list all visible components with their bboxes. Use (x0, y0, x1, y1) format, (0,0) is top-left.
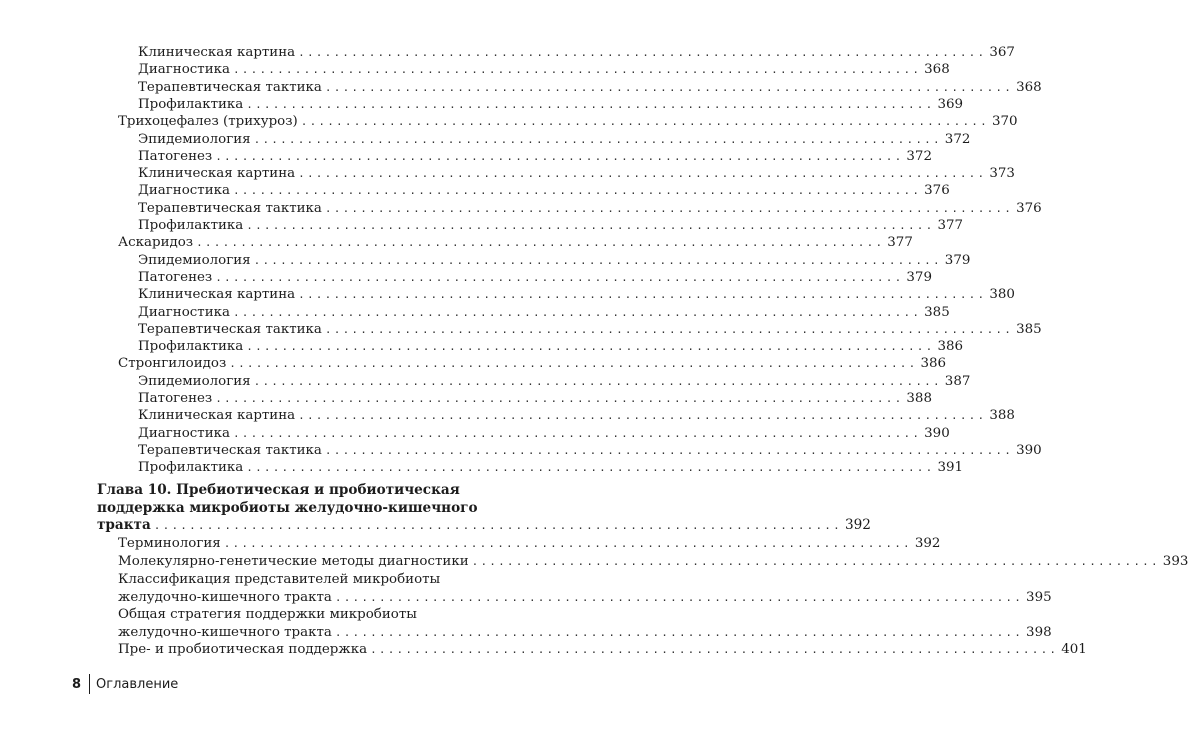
page-number: 8 (72, 676, 82, 692)
toc-section-heading: Аскаридоз .............................................................................. 377 (118, 235, 913, 251)
footer-divider (89, 674, 90, 694)
toc-entry: Диагностика .............................................................................. 390 (138, 425, 950, 441)
toc-entry: Эпидемиология .............................................................................. 372 (138, 131, 971, 147)
toc-entry-first-line: Классификация представителей микробиоты (118, 572, 441, 587)
toc-entry: Терапевтическая тактика .............................................................................. 368 (138, 79, 1042, 95)
toc-entry: Терминология .............................................................................. 392 (118, 536, 941, 551)
chapter-title-line: поддержка микробиоты желудочно-кишечного (97, 499, 478, 516)
toc-section-heading: Трихоцефалез (трихуроз) .............................................................................. 370 (118, 114, 1018, 130)
toc-entry: Эпидемиология .............................................................................. 379 (138, 252, 971, 268)
toc-entry: Пре- и пробиотическая поддержка .............................................................................. 401 (118, 642, 1087, 657)
toc-entry: Патогенез .............................................................................. 388 (138, 391, 932, 406)
toc-entry: Терапевтическая тактика .............................................................................. 385 (138, 321, 1042, 337)
toc-entry: Терапевтическая тактика .............................................................................. 376 (138, 200, 1042, 216)
toc-entry: желудочно-кишечного тракта .............................................................................. 395 (118, 590, 1052, 605)
toc-entry: Профилактика .............................................................................. 369 (138, 96, 963, 112)
toc-entry: Терапевтическая тактика .............................................................................. 390 (138, 442, 1042, 458)
toc-entry: Профилактика .............................................................................. 391 (138, 460, 963, 476)
section-title: Оглавление (96, 676, 179, 692)
toc-entry: Клиническая картина .............................................................................. 367 (138, 45, 1015, 60)
toc-section-heading: Стронгилоидоз .............................................................................. 386 (118, 356, 946, 372)
toc-entry: Профилактика .............................................................................. 386 (138, 339, 963, 355)
chapter-title-line: Глава 10. Пребиотическая и пробиотическая (97, 482, 460, 498)
toc-entry: Молекулярно-генетические методы диагностики .............................................................................. 393 (118, 554, 1188, 569)
toc-entry: Клиническая картина .............................................................................. 380 (138, 287, 1015, 303)
toc-entry: Клиническая картина .............................................................................. 373 (138, 166, 1015, 182)
toc-entry: Эпидемиология .............................................................................. 387 (138, 373, 971, 389)
toc-entry: Патогенез .............................................................................. 372 (138, 148, 932, 164)
toc-entry: Клиническая картина .............................................................................. 388 (138, 408, 1015, 424)
page-footer (72, 674, 178, 694)
toc-entry: Диагностика .............................................................................. 385 (138, 304, 950, 320)
toc-entry: Патогенез .............................................................................. 379 (138, 269, 932, 285)
chapter-title-last-line: тракта .............................................................................. 392 (97, 517, 871, 533)
toc-entry: Диагностика .............................................................................. 376 (138, 183, 950, 199)
toc-entry: Диагностика .............................................................................. 368 (138, 62, 950, 78)
toc-entry: Профилактика .............................................................................. 377 (138, 218, 963, 233)
chapter-heading (97, 482, 513, 517)
toc-entry: желудочно-кишечного тракта .............................................................................. 398 (118, 625, 1052, 640)
toc-entry-first-line: Общая стратегия поддержки микробиоты (118, 607, 417, 622)
